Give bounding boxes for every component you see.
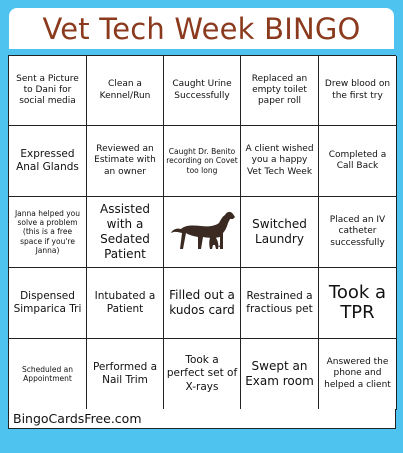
bingo-cell-text: Restrained a fractious pet xyxy=(246,289,313,315)
bingo-cell-text: Clean a Kennel/Run xyxy=(99,79,151,101)
bingo-cell[interactable] xyxy=(87,197,164,268)
free-space-cell[interactable] xyxy=(164,197,241,268)
bingo-cell-text: Completed a Call Back xyxy=(328,149,387,171)
bingo-cell-text: Performed a Nail Trim xyxy=(92,360,158,386)
bingo-cell-text: Drew blood on the first try xyxy=(324,79,391,101)
bingo-cell-text: Switched Laundry xyxy=(252,217,307,246)
dog-and-cat-silhouette-icon xyxy=(167,205,237,260)
bingo-cell[interactable] xyxy=(9,126,87,197)
bingo-cell[interactable] xyxy=(9,268,87,339)
bingo-cell[interactable] xyxy=(9,339,87,410)
bingo-cell[interactable] xyxy=(164,126,241,197)
bingo-cell-text: Intubated a Patient xyxy=(94,289,156,315)
bingo-cell-text: Caught Dr. Benito recording on Covet too long xyxy=(166,146,238,175)
bingo-cell[interactable] xyxy=(319,126,397,197)
bingo-cell[interactable] xyxy=(87,126,164,197)
bingo-cell[interactable] xyxy=(319,339,397,410)
bingo-cell-text: Reviewed an Estimate with an owner xyxy=(94,144,156,177)
bingo-cell[interactable] xyxy=(319,197,397,268)
bingo-cell-text: Swept an Exam room xyxy=(245,359,314,388)
bingo-cell[interactable] xyxy=(9,197,87,268)
bingo-grid xyxy=(8,55,396,409)
bingo-cell[interactable] xyxy=(164,268,241,339)
bingo-cell-text: Janna helped you solve a problem (this is a free space if you're Janna) xyxy=(14,208,81,256)
bingo-cell-text: Placed an IV catheter successfully xyxy=(329,215,386,248)
bingo-cell-text: Filled out a kudos card xyxy=(169,288,235,317)
bingo-cell[interactable] xyxy=(87,56,164,126)
bingo-cell-text: Took a TPR xyxy=(328,282,387,323)
bingo-cell[interactable] xyxy=(319,56,397,126)
bingo-cell[interactable] xyxy=(241,126,319,197)
bingo-cell[interactable] xyxy=(87,339,164,410)
bingo-cell[interactable] xyxy=(241,56,319,126)
bingo-cell-text: Scheduled an Appointment xyxy=(22,364,73,383)
bingo-cell-text: Caught Urine Successfully xyxy=(172,79,232,101)
bingo-cell-text: Assisted with a Sedated Patient xyxy=(99,202,150,261)
bingo-cell[interactable] xyxy=(319,268,397,339)
bingo-cell[interactable] xyxy=(241,268,319,339)
footer-credit: BingoCardsFree.com xyxy=(8,409,396,429)
bingo-cell-text: A client wished you a happy Vet Tech Week xyxy=(245,144,314,177)
bingo-cell-text: Expressed Anal Glands xyxy=(16,147,79,173)
bingo-cell-text: Sent a Picture to Dani for social media xyxy=(16,73,79,107)
title-banner xyxy=(9,8,394,49)
bingo-cell-text: Dispensed Simparica Tri xyxy=(13,289,82,315)
dog-silhouette xyxy=(171,211,235,248)
bingo-cell[interactable] xyxy=(241,339,319,410)
bingo-cell[interactable] xyxy=(164,339,241,410)
bingo-cell[interactable] xyxy=(9,56,87,126)
bingo-cell-text: Answered the phone and helped a client xyxy=(324,357,391,390)
bingo-cell[interactable] xyxy=(164,56,241,126)
bingo-cell-text: Took a perfect set of X-rays xyxy=(166,354,238,393)
bingo-cell[interactable] xyxy=(241,197,319,268)
bingo-cell[interactable] xyxy=(87,268,164,339)
card-title: Vet Tech Week BINGO xyxy=(42,11,361,46)
bingo-cell-text: Replaced an empty toilet paper roll xyxy=(251,73,308,107)
